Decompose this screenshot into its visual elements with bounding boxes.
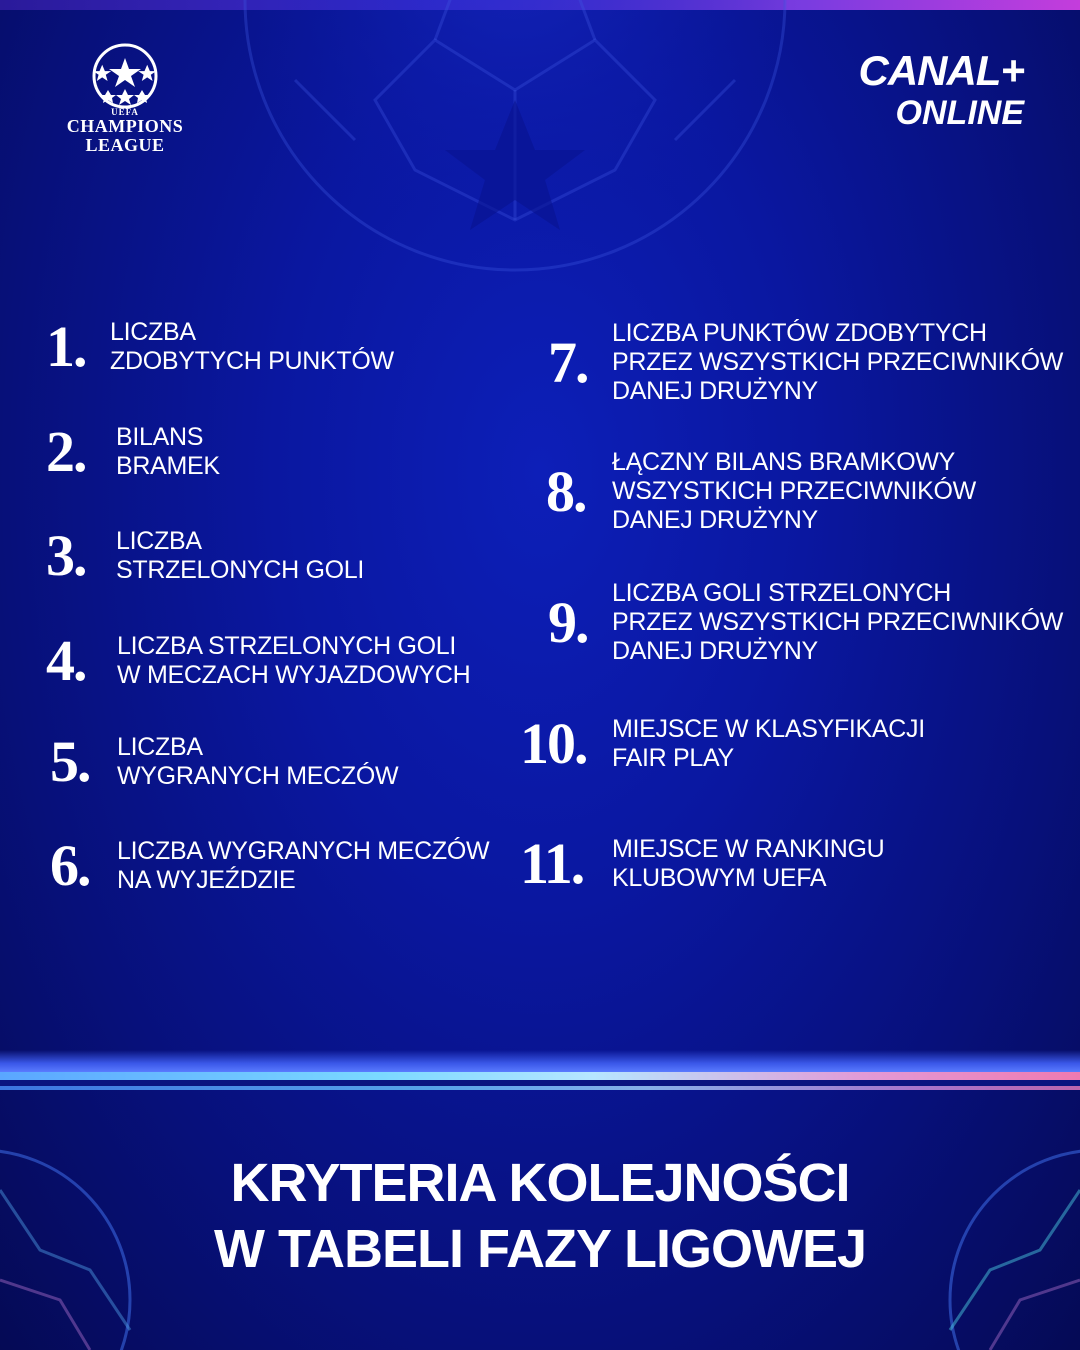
criterion-text — [117, 837, 489, 895]
brand-line2: ONLINE — [895, 94, 1024, 132]
criterion-number: 7. — [548, 329, 588, 395]
uefa-label: UEFA — [111, 107, 139, 117]
criterion-text — [116, 423, 220, 481]
logo-line-league: LEAGUE — [85, 135, 165, 156]
criterion-line: ZDOBYTYCH PUNKTÓW — [110, 347, 394, 375]
criterion-line: MIEJSCE W RANKINGU — [612, 835, 885, 863]
criterion-text — [612, 448, 976, 535]
criterion-text — [612, 835, 884, 893]
criterion-line: BILANS — [116, 423, 204, 451]
criterion-7 — [548, 319, 1063, 406]
criterion-line: WSZYSTKICH PRZECIWNIKÓW — [612, 477, 976, 505]
glow-stripe — [0, 1050, 1080, 1072]
criterion-9 — [548, 579, 1063, 666]
criterion-number: 11. — [520, 831, 584, 896]
title-line1: KRYTERIA KOLEJNOŚCI — [230, 1153, 850, 1213]
criterion-number: 2. — [46, 419, 86, 484]
champions-league-wordmark — [40, 108, 210, 155]
criterion-text — [110, 318, 394, 376]
criterion-number: 6. — [50, 833, 90, 898]
logo-line-champions: CHAMPIONS — [66, 116, 184, 137]
criterion-number: 1. — [46, 314, 86, 379]
criterion-line: ŁĄCZNY BILANS BRAMKOWY — [612, 448, 956, 476]
criterion-line: LICZBA PUNKTÓW ZDOBYTYCH — [612, 319, 987, 347]
criterion-11 — [520, 831, 885, 896]
criterion-10 — [520, 711, 925, 776]
criterion-number: 3. — [46, 523, 86, 588]
criterion-2 — [46, 419, 220, 484]
criterion-line: DANEJ DRUŻYNY — [612, 506, 818, 534]
starball-background-icon — [235, 0, 795, 280]
criterion-1 — [46, 314, 394, 379]
criterion-text — [612, 715, 925, 773]
criterion-text — [612, 319, 1063, 406]
criterion-line: STRZELONYCH GOLI — [116, 556, 365, 584]
criterion-line: LICZBA — [110, 318, 196, 346]
criterion-number: 4. — [46, 628, 86, 693]
criterion-line: NA WYJEŹDZIE — [117, 866, 296, 894]
criterion-number: 8. — [546, 458, 586, 524]
page-title — [0, 1150, 1080, 1282]
criterion-text — [117, 733, 398, 791]
gradient-stripe — [0, 1072, 1080, 1080]
criterion-4 — [46, 628, 471, 693]
criterion-line: LICZBA — [116, 527, 202, 555]
criterion-line: PRZEZ WSZYSTKICH PRZECIWNIKÓW — [612, 608, 1064, 636]
criterion-line: BRAMEK — [116, 452, 220, 480]
criterion-text — [117, 632, 470, 690]
criterion-line: PRZEZ WSZYSTKICH PRZECIWNIKÓW — [612, 348, 1064, 376]
criterion-line: DANEJ DRUŻYNY — [612, 637, 818, 665]
criterion-number: 5. — [50, 729, 90, 794]
criterion-line: WYGRANYCH MECZÓW — [117, 762, 399, 790]
criterion-line: W MECZACH WYJAZDOWYCH — [117, 661, 471, 689]
criterion-line: LICZBA GOLI STRZELONYCH — [612, 579, 952, 607]
criterion-line: LICZBA WYGRANYCH MECZÓW — [117, 837, 490, 865]
criterion-text — [116, 527, 364, 585]
criterion-line: FAIR PLAY — [612, 744, 734, 772]
criterion-number: 9. — [548, 589, 588, 655]
criterion-5 — [50, 729, 399, 794]
criterion-line: LICZBA STRZELONYCH GOLI — [117, 632, 457, 660]
criterion-line: KLUBOWYM UEFA — [612, 864, 827, 892]
criterion-line: DANEJ DRUŻYNY — [612, 377, 818, 405]
thin-stripe — [0, 1086, 1080, 1090]
criterion-line: MIEJSCE W KLASYFIKACJI — [612, 715, 925, 743]
criterion-number: 10. — [520, 711, 587, 776]
brand-line1: CANAL+ — [858, 47, 1024, 94]
criterion-text — [612, 579, 1063, 666]
criterion-8 — [546, 448, 976, 535]
criterion-3 — [46, 523, 365, 588]
canal-plus-logo — [858, 47, 1024, 132]
criterion-6 — [50, 833, 490, 898]
title-line2: W TABELI FAZY LIGOWEJ — [214, 1219, 866, 1279]
criterion-line: LICZBA — [117, 733, 203, 761]
